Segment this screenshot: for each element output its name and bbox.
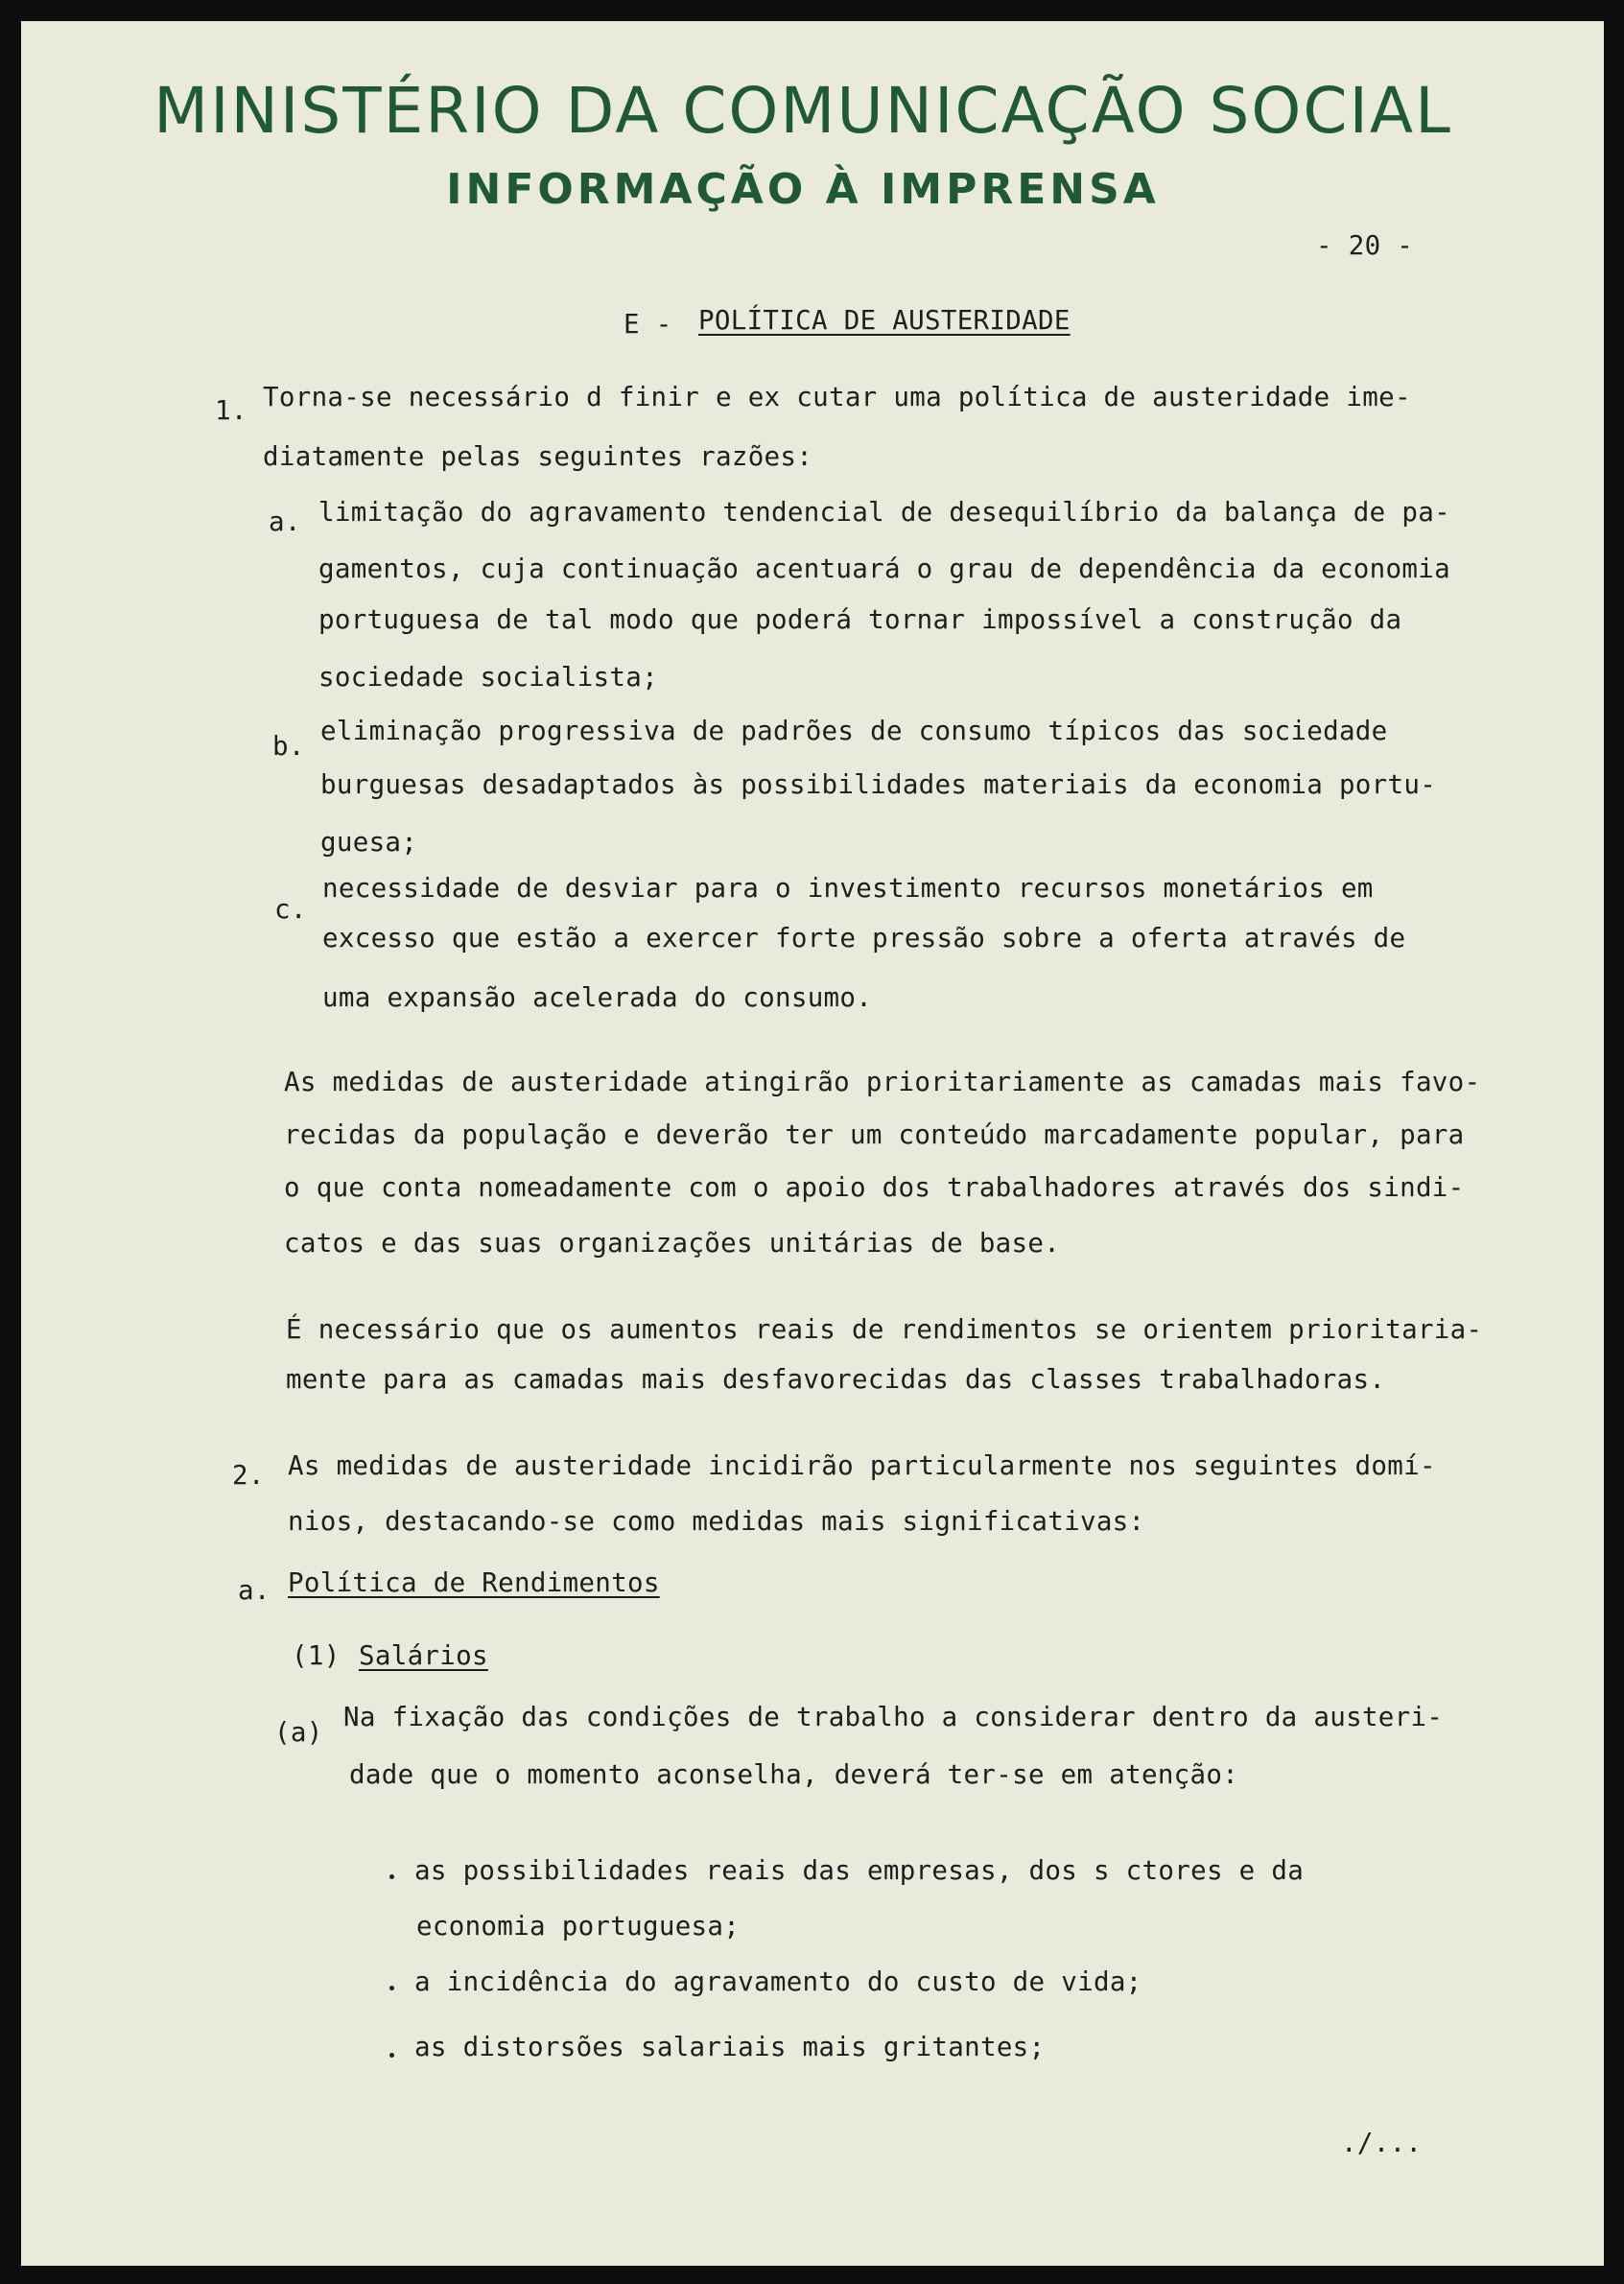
bullet-line: as distorsões salariais mais gritantes; <box>414 2032 1046 2062</box>
continuation-mark: ./... <box>1341 2128 1423 2158</box>
sub-a-paren-marker: (a) <box>274 1717 323 1748</box>
bullet-icon <box>389 1874 394 1879</box>
paragraph-line: catos e das suas organizações unitárias de base. <box>284 1228 1061 1259</box>
bullet-line: a incidência do agravamento do custo de vida; <box>414 1966 1142 1997</box>
paragraph-line: As medidas de austeridade incidirão particularmente nos seguintes domí- <box>288 1450 1436 1481</box>
bullet-icon <box>389 2053 394 2058</box>
item-2-number: 2. <box>232 1460 265 1491</box>
paragraph-line: Torna-se necessário d finir e ex cutar uma política de austeridade ime- <box>263 382 1411 412</box>
paragraph-line: nios, destacando-se como medidas mais significativas: <box>288 1506 1145 1537</box>
paragraph-line: As medidas de austeridade atingirão prioritariamente as camadas mais favo- <box>284 1067 1481 1097</box>
paragraph-line: limitação do agravamento tendencial de desequilíbrio da balança de pa- <box>318 497 1450 528</box>
paragraph-line: Na fixação das condições de trabalho a considerar dentro da austeri- <box>343 1702 1444 1732</box>
paragraph-line: dade que o momento aconselha, deverá ter-se em atenção: <box>349 1759 1239 1790</box>
sub-a-marker: a. <box>238 1575 271 1606</box>
paragraph-line: gamentos, cuja continuação acentuará o grau de dependência da economia <box>318 553 1450 584</box>
paragraph-line: burguesas desadaptados às possibilidades materiais da economia portu- <box>320 769 1437 800</box>
paragraph-line: guesa; <box>320 827 418 858</box>
document-page <box>21 21 1604 2266</box>
paragraph-line: excesso que estão a exercer forte pressão sobre a oferta através de <box>322 923 1406 954</box>
paragraph-line: recidas da população e deverão ter um conteúdo marcadamente popular, para <box>284 1119 1465 1150</box>
item-1-number: 1. <box>215 395 247 426</box>
paragraph-line: diatamente pelas seguintes razões: <box>263 441 813 472</box>
bullet-icon <box>389 1986 394 1990</box>
sub-1-marker: (1) <box>292 1640 341 1671</box>
paragraph-line: portuguesa de tal modo que poderá tornar impossível a construção da <box>318 604 1402 635</box>
press-office-heading: INFORMAÇÃO À IMPRENSA <box>446 165 1160 214</box>
paragraph-line: sociedade socialista; <box>318 662 658 693</box>
section-prefix: E - <box>624 309 672 340</box>
bullet-line: economia portuguesa; <box>416 1911 741 1942</box>
item-a-marker: a. <box>269 506 301 537</box>
paragraph-line: uma expansão acelerada do consumo. <box>322 982 873 1013</box>
paragraph-line: eliminação progressiva de padrões de consumo típicos das sociedade <box>320 716 1388 746</box>
bullet-line: as possibilidades reais das empresas, dos s ctores e da <box>414 1855 1305 1886</box>
page-number: - 20 - <box>1316 230 1414 261</box>
ministry-heading: MINISTÉRIO DA COMUNICAÇÃO SOCIAL <box>153 74 1452 148</box>
subsection-title: Salários <box>359 1640 488 1671</box>
item-c-marker: c. <box>274 894 307 925</box>
paragraph-line: o que conta nomeadamente com o apoio dos trabalhadores através dos sindi- <box>284 1172 1465 1203</box>
section-title: POLÍTICA DE AUSTERIDADE <box>698 305 1071 336</box>
paragraph-line: É necessário que os aumentos reais de rendimentos se orientem prioritaria- <box>286 1314 1483 1345</box>
paragraph-line: necessidade de desviar para o investimento recursos monetários em <box>322 873 1374 904</box>
subsection-title: Política de Rendimentos <box>288 1567 660 1598</box>
item-b-marker: b. <box>272 731 305 762</box>
paragraph-line: mente para as camadas mais desfavorecidas das classes trabalhadoras. <box>286 1364 1386 1395</box>
